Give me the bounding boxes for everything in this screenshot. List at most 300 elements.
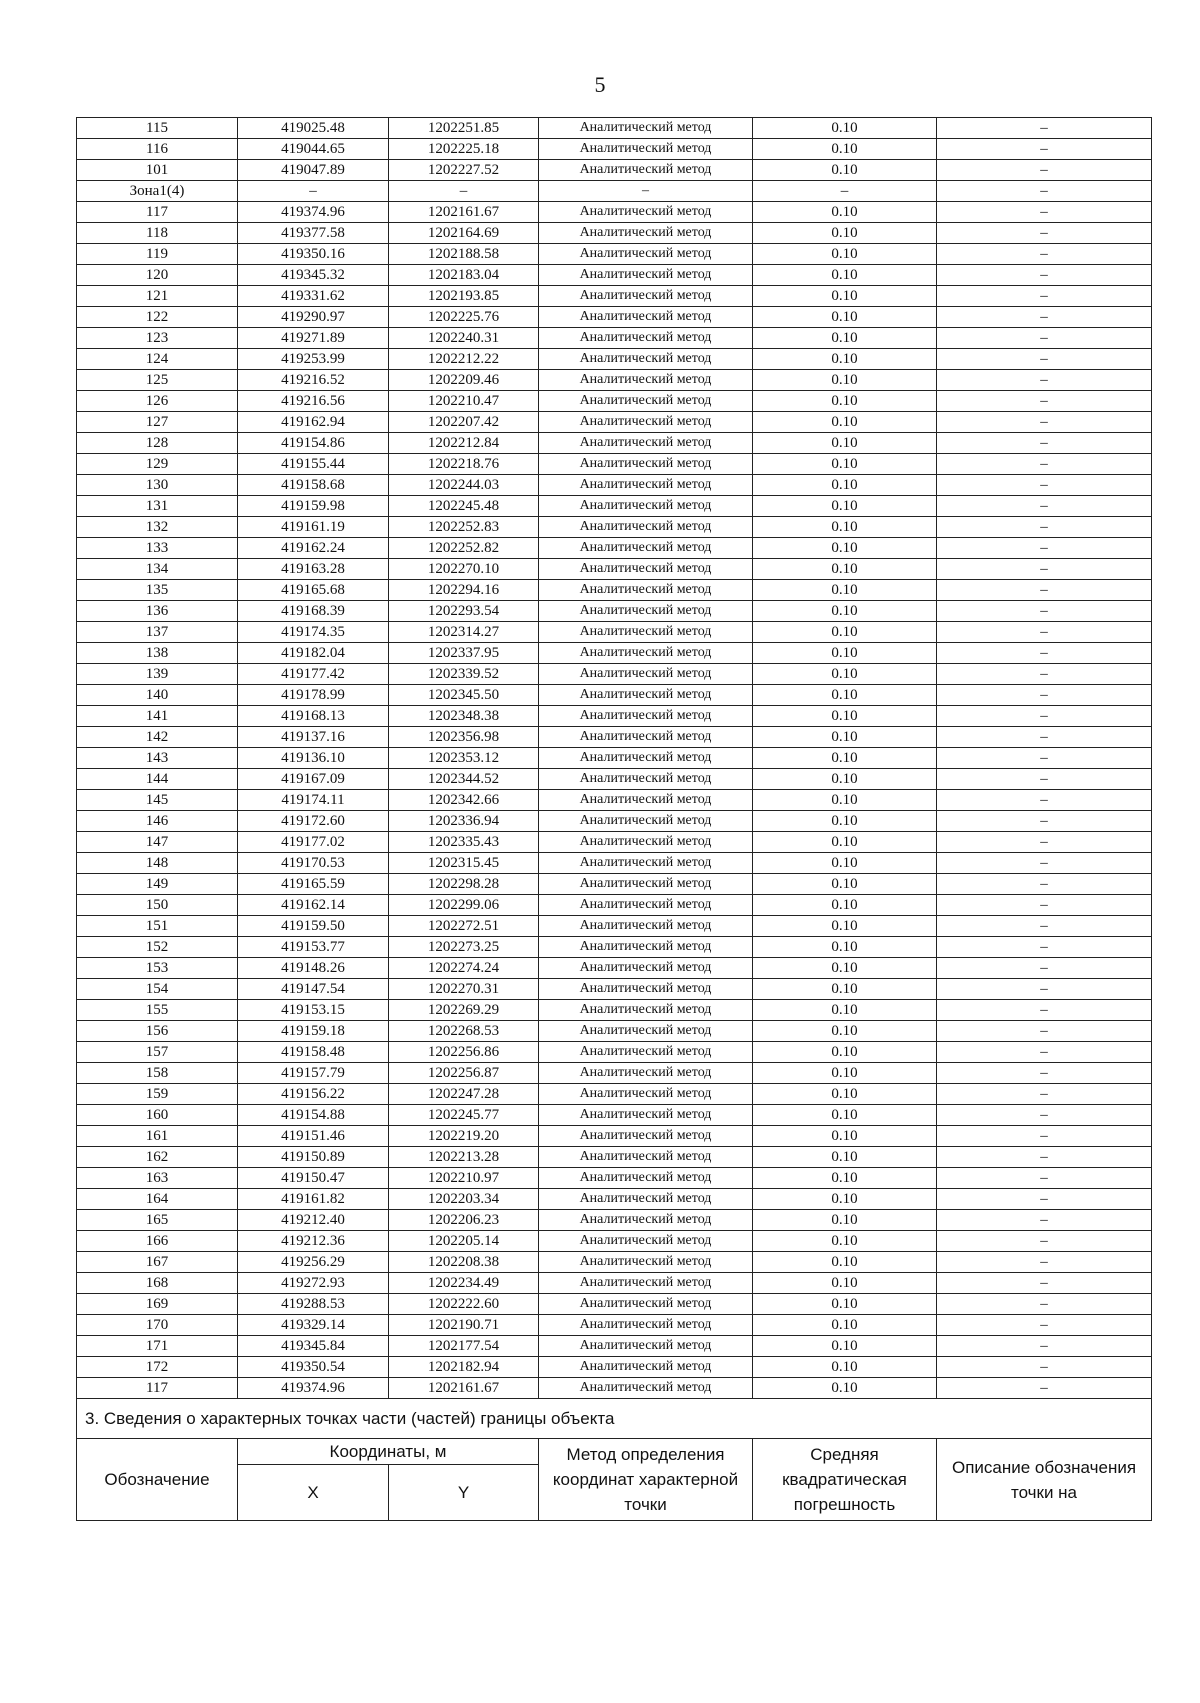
cell-error: 0.10 (753, 349, 937, 370)
cell-error: 0.10 (753, 958, 937, 979)
cell-point-id: 118 (77, 223, 238, 244)
cell-description: – (937, 811, 1152, 832)
cell-description: – (937, 391, 1152, 412)
table-row (77, 1126, 1152, 1147)
table-row (77, 370, 1152, 391)
cell-error: 0.10 (753, 1357, 937, 1378)
cell-point-id: 117 (77, 202, 238, 223)
cell-description: – (937, 286, 1152, 307)
cell-method: – (539, 181, 753, 202)
cell-point-id: 155 (77, 1000, 238, 1021)
cell-coord-x: 419168.13 (238, 706, 389, 727)
cell-method: Аналитический метод (539, 244, 753, 265)
table-row (77, 1147, 1152, 1168)
cell-coord-x: – (238, 181, 389, 202)
cell-coord-y: 1202335.43 (389, 832, 539, 853)
cell-method: Аналитический метод (539, 1273, 753, 1294)
cell-point-id: 101 (77, 160, 238, 181)
cell-error: 0.10 (753, 391, 937, 412)
cell-description: – (937, 1105, 1152, 1126)
table-row (77, 685, 1152, 706)
cell-coord-y: 1202234.49 (389, 1273, 539, 1294)
cell-description: – (937, 979, 1152, 1000)
page-number: 5 (594, 72, 606, 97)
table-row (77, 1063, 1152, 1084)
cell-point-id: 116 (77, 139, 238, 160)
table-row (77, 181, 1152, 202)
cell-method: Аналитический метод (539, 895, 753, 916)
cell-method: Аналитический метод (539, 538, 753, 559)
cell-point-id: 147 (77, 832, 238, 853)
cell-description: – (937, 1063, 1152, 1084)
cell-coord-x: 419290.97 (238, 307, 389, 328)
table-row (77, 475, 1152, 496)
cell-description: – (937, 727, 1152, 748)
table-row (77, 958, 1152, 979)
cell-coord-x: 419136.10 (238, 748, 389, 769)
cell-description: – (937, 454, 1152, 475)
cell-coord-y: 1202348.38 (389, 706, 539, 727)
cell-coord-x: 419170.53 (238, 853, 389, 874)
cell-coord-y: 1202161.67 (389, 1378, 539, 1399)
cell-description: – (937, 790, 1152, 811)
cell-error: 0.10 (753, 1294, 937, 1315)
cell-point-id: 168 (77, 1273, 238, 1294)
table-row (77, 1000, 1152, 1021)
header-x: X (238, 1465, 389, 1521)
cell-coord-y: 1202273.25 (389, 937, 539, 958)
cell-method: Аналитический метод (539, 1042, 753, 1063)
cell-coord-y: 1202213.28 (389, 1147, 539, 1168)
cell-point-id: 124 (77, 349, 238, 370)
cell-method: Аналитический метод (539, 265, 753, 286)
cell-error: 0.10 (753, 223, 937, 244)
cell-coord-y: 1202212.22 (389, 349, 539, 370)
cell-coord-x: 419153.77 (238, 937, 389, 958)
cell-error: 0.10 (753, 118, 937, 139)
cell-point-id: 144 (77, 769, 238, 790)
cell-point-id: 131 (77, 496, 238, 517)
cell-coord-x: 419345.84 (238, 1336, 389, 1357)
table-row (77, 916, 1152, 937)
cell-method: Аналитический метод (539, 517, 753, 538)
cell-method: Аналитический метод (539, 496, 753, 517)
header-row-top (77, 1439, 1152, 1465)
cell-coord-x: 419374.96 (238, 202, 389, 223)
cell-description: – (937, 1189, 1152, 1210)
cell-coord-y: 1202203.34 (389, 1189, 539, 1210)
cell-point-id: 119 (77, 244, 238, 265)
cell-method: Аналитический метод (539, 1357, 753, 1378)
cell-point-id: 167 (77, 1252, 238, 1273)
cell-point-id: 162 (77, 1147, 238, 1168)
cell-point-id: 152 (77, 937, 238, 958)
table-row (77, 265, 1152, 286)
cell-point-id: 150 (77, 895, 238, 916)
cell-coord-x: 419165.59 (238, 874, 389, 895)
section-3-title: 3. Сведения о характерных точках части (частей) границы объекта (77, 1399, 1152, 1439)
cell-point-id: 123 (77, 328, 238, 349)
table-row (77, 1252, 1152, 1273)
cell-coord-x: 419182.04 (238, 643, 389, 664)
cell-point-id: 125 (77, 370, 238, 391)
cell-error: 0.10 (753, 1168, 937, 1189)
cell-description: – (937, 958, 1152, 979)
cell-method: Аналитический метод (539, 664, 753, 685)
cell-description: – (937, 202, 1152, 223)
cell-coord-y: 1202245.77 (389, 1105, 539, 1126)
cell-coord-x: 419271.89 (238, 328, 389, 349)
cell-error: 0.10 (753, 1273, 937, 1294)
table-row (77, 286, 1152, 307)
cell-description: – (937, 664, 1152, 685)
cell-error: 0.10 (753, 328, 937, 349)
cell-error: 0.10 (753, 979, 937, 1000)
cell-point-id: 148 (77, 853, 238, 874)
cell-point-id: 121 (77, 286, 238, 307)
cell-point-id: 153 (77, 958, 238, 979)
table-row (77, 223, 1152, 244)
cell-point-id: 146 (77, 811, 238, 832)
cell-coord-y: 1202345.50 (389, 685, 539, 706)
cell-error: 0.10 (753, 496, 937, 517)
cell-coord-x: 419156.22 (238, 1084, 389, 1105)
cell-description: – (937, 223, 1152, 244)
cell-coord-y: 1202210.47 (389, 391, 539, 412)
cell-coord-x: 419177.02 (238, 832, 389, 853)
cell-error: 0.10 (753, 559, 937, 580)
cell-coord-y: 1202240.31 (389, 328, 539, 349)
cell-description: – (937, 433, 1152, 454)
cell-error: 0.10 (753, 475, 937, 496)
cell-error: 0.10 (753, 727, 937, 748)
cell-description: – (937, 1273, 1152, 1294)
cell-method: Аналитический метод (539, 622, 753, 643)
cell-description: – (937, 937, 1152, 958)
cell-method: Аналитический метод (539, 979, 753, 1000)
cell-description: – (937, 1126, 1152, 1147)
cell-method: Аналитический метод (539, 1063, 753, 1084)
cell-coord-y: 1202193.85 (389, 286, 539, 307)
cell-point-id: 117 (77, 1378, 238, 1399)
cell-point-id: 156 (77, 1021, 238, 1042)
table-row (77, 748, 1152, 769)
cell-coord-x: 419154.88 (238, 1105, 389, 1126)
cell-point-id: 135 (77, 580, 238, 601)
cell-point-id: 157 (77, 1042, 238, 1063)
cell-coord-y: 1202164.69 (389, 223, 539, 244)
cell-description: – (937, 1336, 1152, 1357)
cell-point-id: 129 (77, 454, 238, 475)
header-designation: Обозначение (77, 1439, 238, 1521)
cell-description: – (937, 622, 1152, 643)
table-row (77, 811, 1152, 832)
cell-description: – (937, 916, 1152, 937)
cell-point-id: 140 (77, 685, 238, 706)
table-row (77, 580, 1152, 601)
cell-error: 0.10 (753, 685, 937, 706)
table-row (77, 1168, 1152, 1189)
cell-description: – (937, 832, 1152, 853)
cell-method: Аналитический метод (539, 601, 753, 622)
cell-method: Аналитический метод (539, 1210, 753, 1231)
cell-coord-y: 1202299.06 (389, 895, 539, 916)
cell-point-id: 138 (77, 643, 238, 664)
cell-method: Аналитический метод (539, 475, 753, 496)
cell-error: 0.10 (753, 1063, 937, 1084)
cell-point-id: Зона1(4) (77, 181, 238, 202)
cell-description: – (937, 1210, 1152, 1231)
table-row (77, 769, 1152, 790)
cell-description: – (937, 244, 1152, 265)
cell-description: – (937, 1294, 1152, 1315)
cell-coord-y: 1202209.46 (389, 370, 539, 391)
coordinates-table (76, 117, 1152, 1521)
cell-coord-x: 419272.93 (238, 1273, 389, 1294)
cell-coord-x: 419167.09 (238, 769, 389, 790)
cell-method: Аналитический метод (539, 349, 753, 370)
cell-coord-y: 1202218.76 (389, 454, 539, 475)
cell-coord-x: 419153.15 (238, 1000, 389, 1021)
cell-description: – (937, 559, 1152, 580)
table-row (77, 706, 1152, 727)
cell-coord-x: 419216.56 (238, 391, 389, 412)
cell-error: 0.10 (753, 1105, 937, 1126)
header-method: Метод определения координат характерной точки (539, 1439, 753, 1521)
cell-method: Аналитический метод (539, 1378, 753, 1399)
cell-coord-y: 1202298.28 (389, 874, 539, 895)
table-row (77, 601, 1152, 622)
table-row (77, 979, 1152, 1000)
cell-description: – (937, 1357, 1152, 1378)
cell-method: Аналитический метод (539, 874, 753, 895)
cell-method: Аналитический метод (539, 412, 753, 433)
cell-coord-x: 419150.47 (238, 1168, 389, 1189)
table-row (77, 307, 1152, 328)
cell-error: 0.10 (753, 832, 937, 853)
cell-error: 0.10 (753, 622, 937, 643)
cell-error: 0.10 (753, 706, 937, 727)
cell-method: Аналитический метод (539, 580, 753, 601)
cell-coord-x: 419174.35 (238, 622, 389, 643)
cell-coord-x: 419212.40 (238, 1210, 389, 1231)
table-row (77, 832, 1152, 853)
table-row (77, 202, 1152, 223)
cell-coord-x: 419178.99 (238, 685, 389, 706)
cell-error: 0.10 (753, 1315, 937, 1336)
cell-error: 0.10 (753, 1189, 937, 1210)
table-row (77, 874, 1152, 895)
table-row (77, 727, 1152, 748)
cell-description: – (937, 1252, 1152, 1273)
cell-point-id: 120 (77, 265, 238, 286)
cell-point-id: 136 (77, 601, 238, 622)
cell-coord-x: 419154.86 (238, 433, 389, 454)
cell-method: Аналитический метод (539, 643, 753, 664)
cell-method: Аналитический метод (539, 1189, 753, 1210)
cell-description: – (937, 1000, 1152, 1021)
table-row (77, 1273, 1152, 1294)
table-row (77, 412, 1152, 433)
cell-point-id: 143 (77, 748, 238, 769)
cell-coord-x: 419161.19 (238, 517, 389, 538)
cell-coord-x: 419159.50 (238, 916, 389, 937)
cell-description: – (937, 181, 1152, 202)
cell-error: 0.10 (753, 1147, 937, 1168)
cell-method: Аналитический метод (539, 937, 753, 958)
cell-method: Аналитический метод (539, 748, 753, 769)
cell-point-id: 142 (77, 727, 238, 748)
cell-method: Аналитический метод (539, 139, 753, 160)
table-row (77, 160, 1152, 181)
cell-error: 0.10 (753, 1042, 937, 1063)
cell-error: 0.10 (753, 790, 937, 811)
cell-method: Аналитический метод (539, 1168, 753, 1189)
cell-coord-y: 1202222.60 (389, 1294, 539, 1315)
table-row (77, 1294, 1152, 1315)
cell-error: 0.10 (753, 748, 937, 769)
cell-error: 0.10 (753, 433, 937, 454)
cell-coord-x: 419174.11 (238, 790, 389, 811)
table-row (77, 1042, 1152, 1063)
cell-error: 0.10 (753, 895, 937, 916)
cell-error: 0.10 (753, 664, 937, 685)
cell-method: Аналитический метод (539, 433, 753, 454)
cell-coord-x: 419158.48 (238, 1042, 389, 1063)
cell-point-id: 134 (77, 559, 238, 580)
cell-coord-y: 1202227.52 (389, 160, 539, 181)
cell-method: Аналитический метод (539, 1294, 753, 1315)
cell-coord-x: 419329.14 (238, 1315, 389, 1336)
cell-coord-x: 419155.44 (238, 454, 389, 475)
cell-coord-y: 1202225.18 (389, 139, 539, 160)
table-row (77, 895, 1152, 916)
cell-coord-y: 1202353.12 (389, 748, 539, 769)
cell-point-id: 130 (77, 475, 238, 496)
cell-coord-x: 419159.98 (238, 496, 389, 517)
cell-coord-x: 419161.82 (238, 1189, 389, 1210)
cell-coord-y: 1202182.94 (389, 1357, 539, 1378)
cell-coord-y: 1202256.87 (389, 1063, 539, 1084)
cell-description: – (937, 895, 1152, 916)
cell-coord-x: 419374.96 (238, 1378, 389, 1399)
cell-description: – (937, 601, 1152, 622)
cell-description: – (937, 874, 1152, 895)
cell-method: Аналитический метод (539, 454, 753, 475)
cell-coord-y: 1202294.16 (389, 580, 539, 601)
cell-method: Аналитический метод (539, 202, 753, 223)
cell-error: 0.10 (753, 286, 937, 307)
cell-point-id: 169 (77, 1294, 238, 1315)
cell-coord-y: 1202293.54 (389, 601, 539, 622)
cell-error: 0.10 (753, 265, 937, 286)
cell-coord-x: 419044.65 (238, 139, 389, 160)
cell-point-id: 137 (77, 622, 238, 643)
table-row (77, 1231, 1152, 1252)
cell-coord-y: 1202270.31 (389, 979, 539, 1000)
cell-method: Аналитический метод (539, 958, 753, 979)
cell-error: 0.10 (753, 160, 937, 181)
table-row (77, 790, 1152, 811)
cell-error: 0.10 (753, 454, 937, 475)
cell-method: Аналитический метод (539, 1315, 753, 1336)
header-y: Y (389, 1465, 539, 1521)
cell-point-id: 115 (77, 118, 238, 139)
cell-error: 0.10 (753, 244, 937, 265)
cell-error: 0.10 (753, 1336, 937, 1357)
cell-coord-x: 419025.48 (238, 118, 389, 139)
cell-coord-y: 1202269.29 (389, 1000, 539, 1021)
cell-coord-y: 1202188.58 (389, 244, 539, 265)
cell-coord-x: 419159.18 (238, 1021, 389, 1042)
table-row (77, 1315, 1152, 1336)
cell-error: 0.10 (753, 1252, 937, 1273)
cell-coord-x: 419350.54 (238, 1357, 389, 1378)
cell-method: Аналитический метод (539, 706, 753, 727)
cell-coord-y: 1202315.45 (389, 853, 539, 874)
cell-point-id: 172 (77, 1357, 238, 1378)
cell-coord-y: – (389, 181, 539, 202)
cell-error: 0.10 (753, 1021, 937, 1042)
cell-method: Аналитический метод (539, 307, 753, 328)
cell-method: Аналитический метод (539, 391, 753, 412)
cell-method: Аналитический метод (539, 1021, 753, 1042)
cell-point-id: 164 (77, 1189, 238, 1210)
cell-point-id: 151 (77, 916, 238, 937)
cell-description: – (937, 769, 1152, 790)
cell-coord-x: 419212.36 (238, 1231, 389, 1252)
cell-coord-x: 419150.89 (238, 1147, 389, 1168)
cell-method: Аналитический метод (539, 370, 753, 391)
cell-coord-y: 1202247.28 (389, 1084, 539, 1105)
table-row (77, 349, 1152, 370)
table-row (77, 664, 1152, 685)
cell-coord-y: 1202314.27 (389, 622, 539, 643)
cell-description: – (937, 706, 1152, 727)
cell-coord-y: 1202337.95 (389, 643, 539, 664)
cell-error: 0.10 (753, 916, 937, 937)
cell-point-id: 126 (77, 391, 238, 412)
cell-method: Аналитический метод (539, 811, 753, 832)
cell-coord-y: 1202256.86 (389, 1042, 539, 1063)
cell-coord-y: 1202272.51 (389, 916, 539, 937)
cell-point-id: 158 (77, 1063, 238, 1084)
cell-method: Аналитический метод (539, 832, 753, 853)
cell-coord-y: 1202251.85 (389, 118, 539, 139)
cell-point-id: 139 (77, 664, 238, 685)
cell-coord-y: 1202336.94 (389, 811, 539, 832)
cell-error: 0.10 (753, 937, 937, 958)
cell-description: – (937, 328, 1152, 349)
cell-coord-x: 419256.29 (238, 1252, 389, 1273)
cell-point-id: 133 (77, 538, 238, 559)
cell-error: 0.10 (753, 412, 937, 433)
cell-point-id: 170 (77, 1315, 238, 1336)
cell-point-id: 154 (77, 979, 238, 1000)
cell-error: 0.10 (753, 370, 937, 391)
cell-method: Аналитический метод (539, 118, 753, 139)
cell-description: – (937, 1084, 1152, 1105)
cell-coord-y: 1202268.53 (389, 1021, 539, 1042)
cell-description: – (937, 1042, 1152, 1063)
cell-point-id: 163 (77, 1168, 238, 1189)
cell-method: Аналитический метод (539, 286, 753, 307)
cell-coord-y: 1202207.42 (389, 412, 539, 433)
cell-coord-y: 1202212.84 (389, 433, 539, 454)
cell-description: – (937, 265, 1152, 286)
cell-method: Аналитический метод (539, 328, 753, 349)
cell-description: – (937, 1168, 1152, 1189)
